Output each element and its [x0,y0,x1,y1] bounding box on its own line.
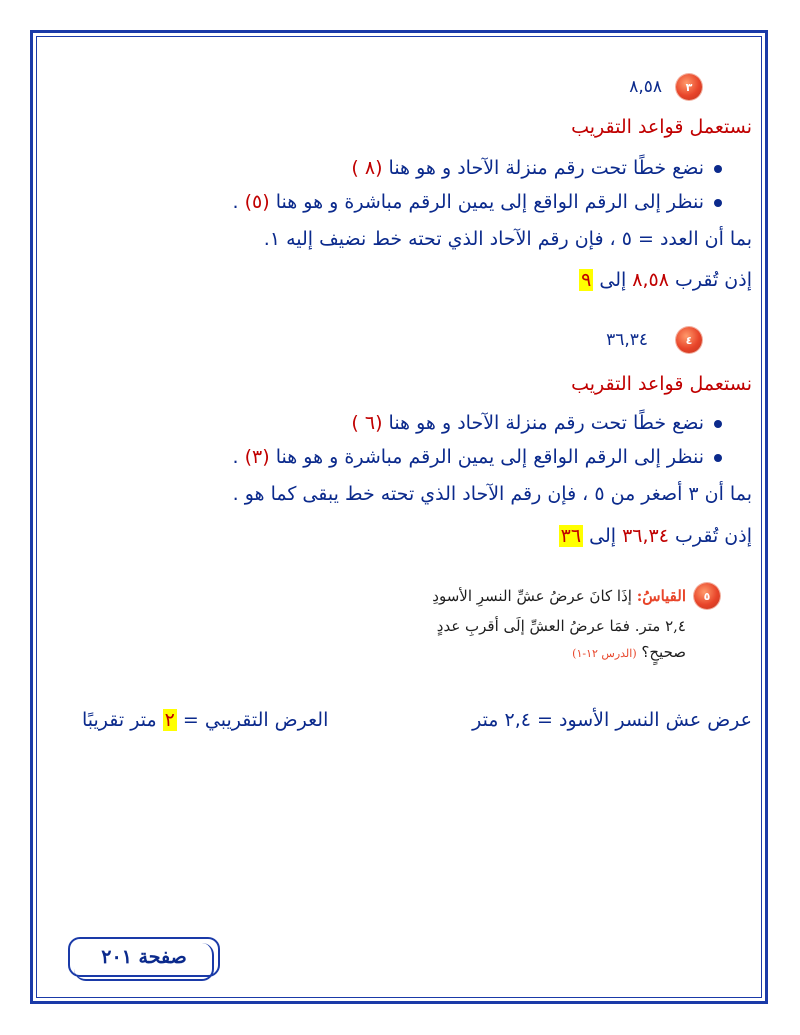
result-mid: إلى [583,525,623,547]
exercise-number-value: ٨,٥٨ [629,77,662,97]
page-content [36,36,762,998]
question-line1-text: إذَا كانَ عرضُ عشِّ النسرِ الأسودِ [432,587,637,605]
bullet-dot [714,165,722,173]
lesson-reference: (الدرس ١٢-١) [572,647,637,660]
exercise-3-header [629,74,702,100]
bullet-dot [714,420,722,428]
question-line-3 [390,643,686,661]
bullet-text: ننظر إلى الرقم الواقع إلى يمين الرقم مباشرة و هو هنا [269,191,704,213]
bullet-value: (٥) [244,191,270,213]
result-number: ٣٦,٣٤ [622,525,669,547]
measurement-question [390,583,720,661]
bullet-look-right-digit [233,191,722,213]
result-answer: ٣٦ [560,525,582,547]
answer-approx-width [82,709,328,731]
bullet-underline-ones [351,157,722,179]
question-line-2: ٢,٤ متر. فمَا عرضُ العشِّ إلَى أقربِ عددٍ [436,617,686,635]
exercise-number-badge: ٣ [676,74,702,100]
page-number-label: صفحة ٢٠١ [101,946,187,968]
exercise-4-header [606,327,702,353]
bullet-underline-ones [351,412,722,434]
page-number-box [68,937,220,977]
result-line [559,525,752,547]
answer-prefix: العرض التقريبي = [176,709,329,731]
exercise-number-value: ٣٦,٣٤ [606,330,648,350]
rounding-rules-heading: نستعمل قواعد التقريب [571,116,752,138]
bullet-text: نضع خطًا تحت رقم منزلة الآحاد و هو هنا [382,157,704,179]
question-text [432,587,686,605]
bullet-dot [714,199,722,207]
bullet-end: . [232,446,245,468]
answer-width-statement: عرض عش النسر الأسود = ٢,٤ متر [472,709,752,731]
answer-suffix: متر تقريبًا [82,709,163,731]
bullet-look-right-digit [233,446,722,468]
reasoning-line: بما أن ٣ أصغر من ٥ ، فإن رقم الآحاد الذي تحته خط يبقى كما هو . [232,483,752,505]
bullet-text: ننظر إلى الرقم الواقع إلى يمين الرقم مباشرة و هو هنا [269,446,704,468]
result-answer: ٩ [581,269,592,291]
bullet-value: (٦ ) [351,412,383,434]
question-line3-text: صحيحٍ؟ [641,643,686,661]
exercise-number-badge: ٥ [694,583,720,609]
answer-value: ٢ [164,709,175,731]
bullet-text: نضع خطًا تحت رقم منزلة الآحاد و هو هنا [382,412,704,434]
result-mid: إلى [593,269,633,291]
rounding-rules-heading: نستعمل قواعد التقريب [571,373,752,395]
exercise-number-badge: ٤ [676,327,702,353]
bullet-value: (٨ ) [351,157,383,179]
bullet-end: . [232,191,245,213]
question-label: القياسُ: [636,587,686,605]
result-line [579,269,752,291]
question-line-1 [390,583,720,609]
bullet-value: (٣) [244,446,270,468]
reasoning-line: بما أن العدد = ٥ ، فإن رقم الآحاد الذي تحته خط نضيف إليه ١. [263,228,752,250]
result-prefix: إذن تُقرب [668,525,752,547]
bullet-dot [714,454,722,462]
result-number: ٨,٥٨ [632,269,669,291]
result-prefix: إذن تُقرب [668,269,752,291]
